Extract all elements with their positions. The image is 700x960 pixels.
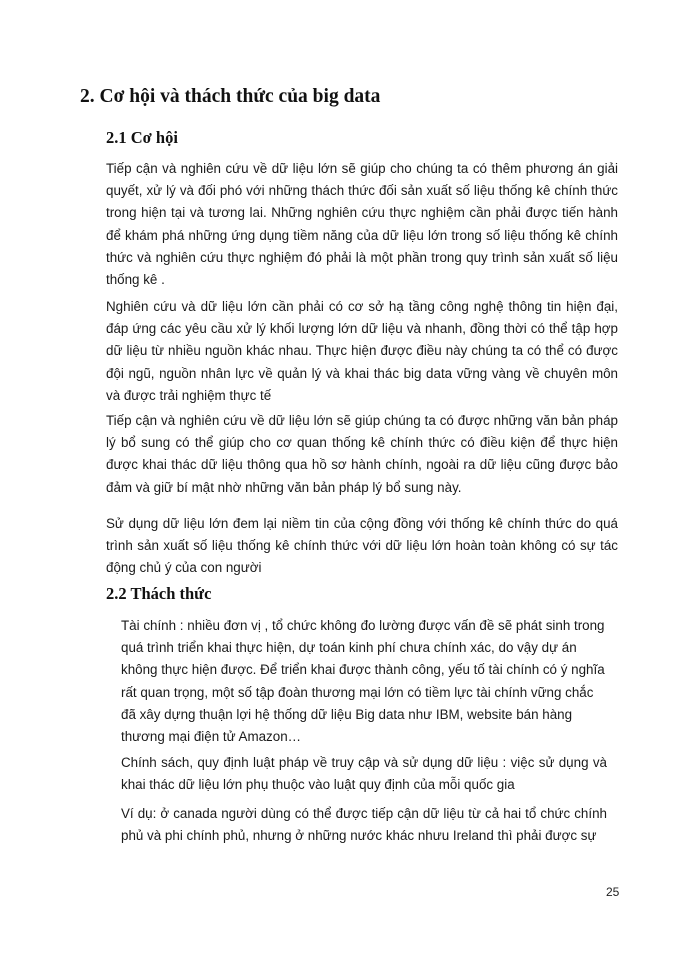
section-title: 2. Cơ hội và thách thức của big data (80, 86, 381, 107)
challenges-paragraph: Chính sách, quy định luật pháp về truy cập và sử dụng dữ liệu : việc sử dụng và khai thác dữ liệu lớn phụ thuộc vào luật quy định của mỗi quốc gia (121, 755, 607, 793)
opportunities-paragraph: Nghiên cứu và dữ liệu lớn cần phải có cơ sở hạ tầng công nghệ thông tin hiện đại, đáp ứng các yêu cầu xử lý khối lượng lớn dữ liệu và nhanh, đồng thời có thể tập hợp dữ liệu từ nhiều nguồn khác nhau. Thực hiện được điều này chúng ta có thể có được đội ngũ, nguồn nhân lực về quản lý và khai thác big data vững vàng về chuyên môn và được trải nghiệm thực tế (106, 299, 618, 403)
opportunities-paragraph: Sử dụng dữ liệu lớn đem lại niềm tin của cộng đồng với thống kê chính thức do quá trình sản xuất số liệu thống kê chính thức với dữ liệu lớn hoàn toàn không có sự tác động chủ ý của con người (106, 516, 618, 576)
subsection-heading-opportunities: 2.1 Cơ hội (106, 128, 178, 147)
opportunities-paragraph: Tiếp cận và nghiên cứu về dữ liệu lớn sẽ giúp cho chúng ta có thêm phương án giải quyết, xử lý và đối phó với những thách thức đối sản xuất số liệu thống kê chính thức trong hiện tại và tương lai. Những nghiên cứu thực nghiệm cần phải được tiến hành để khám phá những ứng dụng tiềm năng của dữ liệu lớn trong số liệu thống kê chính thức và nghiên cứu thực nghiệm đó phải là một phần trong quy trình sản xuất số liệu thống kê . (106, 161, 618, 288)
challenges-paragraph: Tài chính : nhiều đơn vị , tổ chức không đo lường được vấn đề sẽ phát sinh trong quá trình triển khai thực hiện, dự toán kinh phí chưa chính xác, do vậy dự án không thực hiện được. Để triển khai được thành công, yếu tố tài chính có ý nghĩa rất quan trọng, một số tập đoàn thương mại lớn có tiềm lực tài chính vững chắc đã xây dựng thuận lợi hệ thống dữ liệu Big data như IBM, website bán hàng thương mại điện tử Amazon… (121, 618, 605, 745)
challenges-paragraph: Ví dụ: ở canada người dùng có thể được tiếp cận dữ liệu từ cả hai tổ chức chính phủ và phi chính phủ, nhưng ở những nước khác nhưu Ireland thì phải được sự (121, 806, 607, 844)
subsection-heading-challenges: 2.2 Thách thức (106, 584, 212, 603)
opportunities-paragraph: Tiếp cận và nghiên cứu về dữ liệu lớn sẽ giúp chúng ta có được những văn bản pháp lý bổ sung có thể giúp cho cơ quan thống kê chính thức có điều kiện để thực hiện được khai thác dữ liệu thông qua hồ sơ hành chính, ngoài ra dữ liệu cũng được bảo đảm và giữ bí mật nhờ những văn bản pháp lý bổ sung này. (106, 413, 618, 495)
page-number: 25 (606, 885, 620, 899)
